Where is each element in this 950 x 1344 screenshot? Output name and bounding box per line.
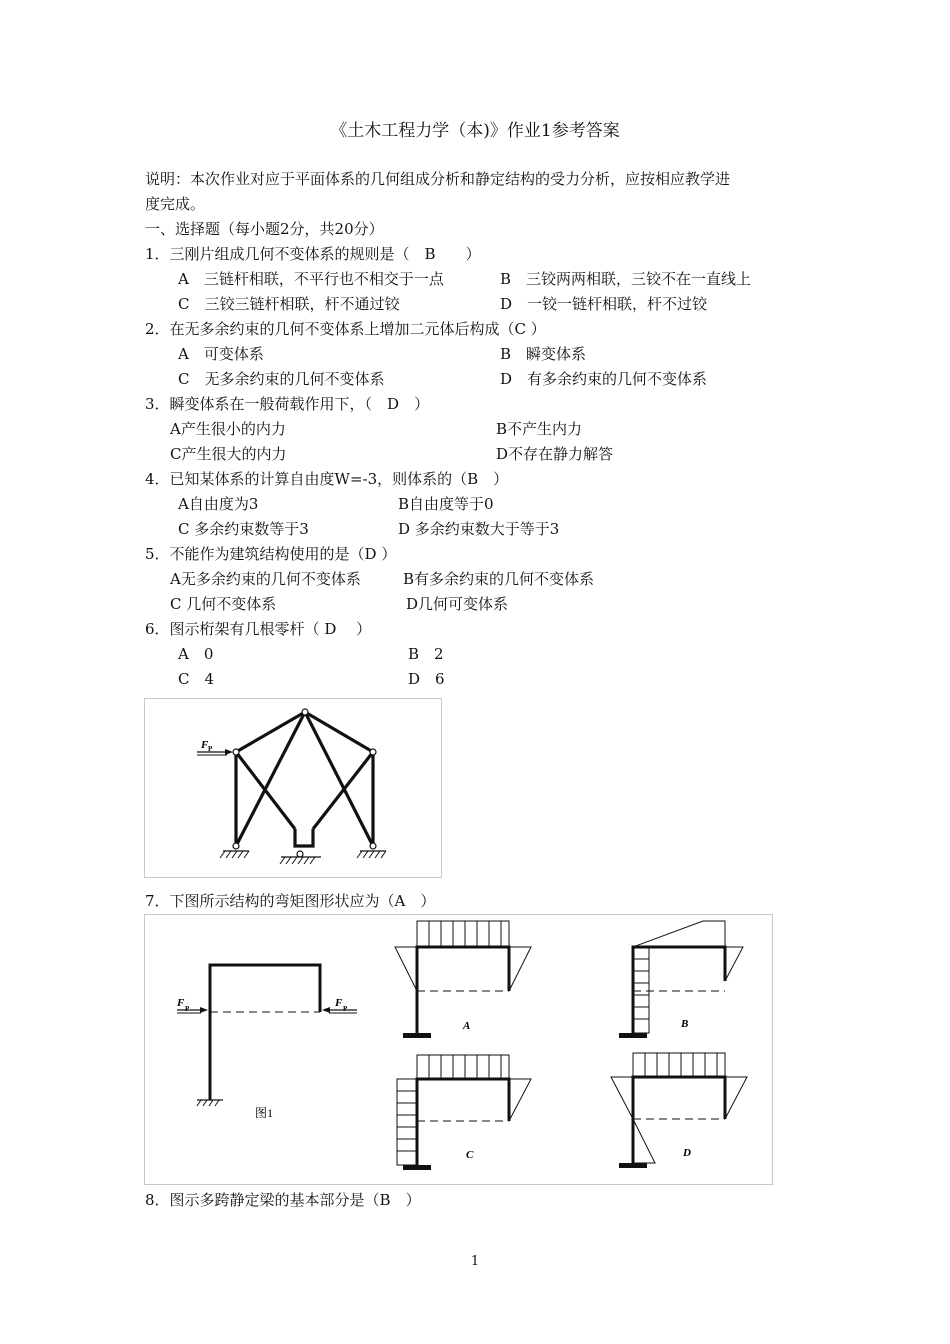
intro-line-1: 说明：本次作业对应于平面体系的几何组成分析和静定结构的受力分析，应按相应教学进	[145, 170, 731, 188]
question-2-option-b: B 瞬变体系	[500, 345, 587, 363]
truss-load-subscript: P	[208, 745, 213, 753]
question-8-stem: 8．图示多跨静定梁的基本部分是（B ）	[145, 1191, 421, 1209]
fig7-left-load-label: F	[177, 997, 185, 1009]
truss-figure	[144, 698, 442, 878]
question-4-option-a: A自由度为3	[178, 495, 259, 513]
question-5-option-c: C 几何不变体系	[170, 595, 277, 613]
question-1-stem: 1．三刚片组成几何不变体系的规则是（ B ）	[145, 245, 481, 263]
fig7-caption: 图1	[255, 1106, 274, 1120]
fig7-left-load-subscript: P	[185, 1005, 190, 1013]
question-6-option-a: A 0	[178, 645, 214, 663]
question-5-option-d: D几何可变体系	[406, 595, 509, 613]
question-6-option-b: B 2	[408, 645, 444, 663]
intro-line-2: 度完成。	[145, 195, 206, 213]
page-title: 《土木工程力学（本)》作业1参考答案	[330, 121, 620, 141]
question-6-option-c: C 4	[178, 670, 215, 688]
truss-diagram	[145, 699, 441, 877]
page-number: 1	[470, 1254, 480, 1269]
section-heading: 一、选择题（每小题2分，共20分）	[145, 220, 384, 238]
fig7-right-load-subscript: P	[343, 1005, 348, 1013]
question-1-option-b: B 三铰两两相联，三铰不在一直线上	[500, 270, 752, 288]
question-5-stem: 5．不能作为建筑结构使用的是（D ）	[145, 545, 397, 563]
option-b-label: B	[681, 1018, 689, 1030]
option-d-label: D	[683, 1147, 691, 1159]
moment-diagram-svg	[145, 915, 772, 1184]
question-4-stem: 4．已知某体系的计算自由度W=-3，则体系的（B ）	[145, 470, 509, 488]
moment-diagram-figure	[144, 914, 773, 1185]
question-3-stem: 3．瞬变体系在一般荷载作用下，（ D ）	[145, 395, 430, 413]
option-a-label: A	[463, 1020, 471, 1032]
question-4-option-b: B自由度等于0	[398, 495, 494, 513]
question-2-option-a: A 可变体系	[178, 345, 264, 363]
question-4-option-d: D 多余约束数大于等于3	[398, 520, 560, 538]
question-3-option-d: D不存在静力解答	[496, 445, 614, 463]
question-5-option-a: A无多余约束的几何不变体系	[170, 570, 361, 588]
question-1-option-d: D 一铰一链杆相联，杆不过铰	[500, 295, 708, 313]
question-6-stem: 6．图示桁架有几根零杆（ D ）	[145, 620, 372, 638]
question-4-option-c: C 多余约束数等于3	[178, 520, 309, 538]
question-3-option-c: C产生很大的内力	[170, 445, 287, 463]
question-1-option-c: C 三铰三链杆相联，杆不通过铰	[178, 295, 400, 313]
fig7-right-load-label: F	[335, 997, 343, 1009]
question-5-option-b: B有多余约束的几何不变体系	[403, 570, 595, 588]
question-6-option-d: D 6	[408, 670, 445, 688]
question-3-option-a: A产生很小的内力	[170, 420, 286, 438]
question-2-option-c: C 无多余约束的几何不变体系	[178, 370, 385, 388]
question-2-stem: 2．在无多余约束的几何不变体系上增加二元体后构成（C ）	[145, 320, 546, 338]
question-3-option-b: B不产生内力	[496, 420, 583, 438]
option-c-label: C	[466, 1149, 474, 1161]
truss-load-label: F	[201, 739, 209, 751]
question-1-option-a: A 三链杆相联，不平行也不相交于一点	[178, 270, 444, 288]
question-7-stem: 7．下图所示结构的弯矩图形状应为（A ）	[145, 892, 436, 910]
question-2-option-d: D 有多余约束的几何不变体系	[500, 370, 708, 388]
